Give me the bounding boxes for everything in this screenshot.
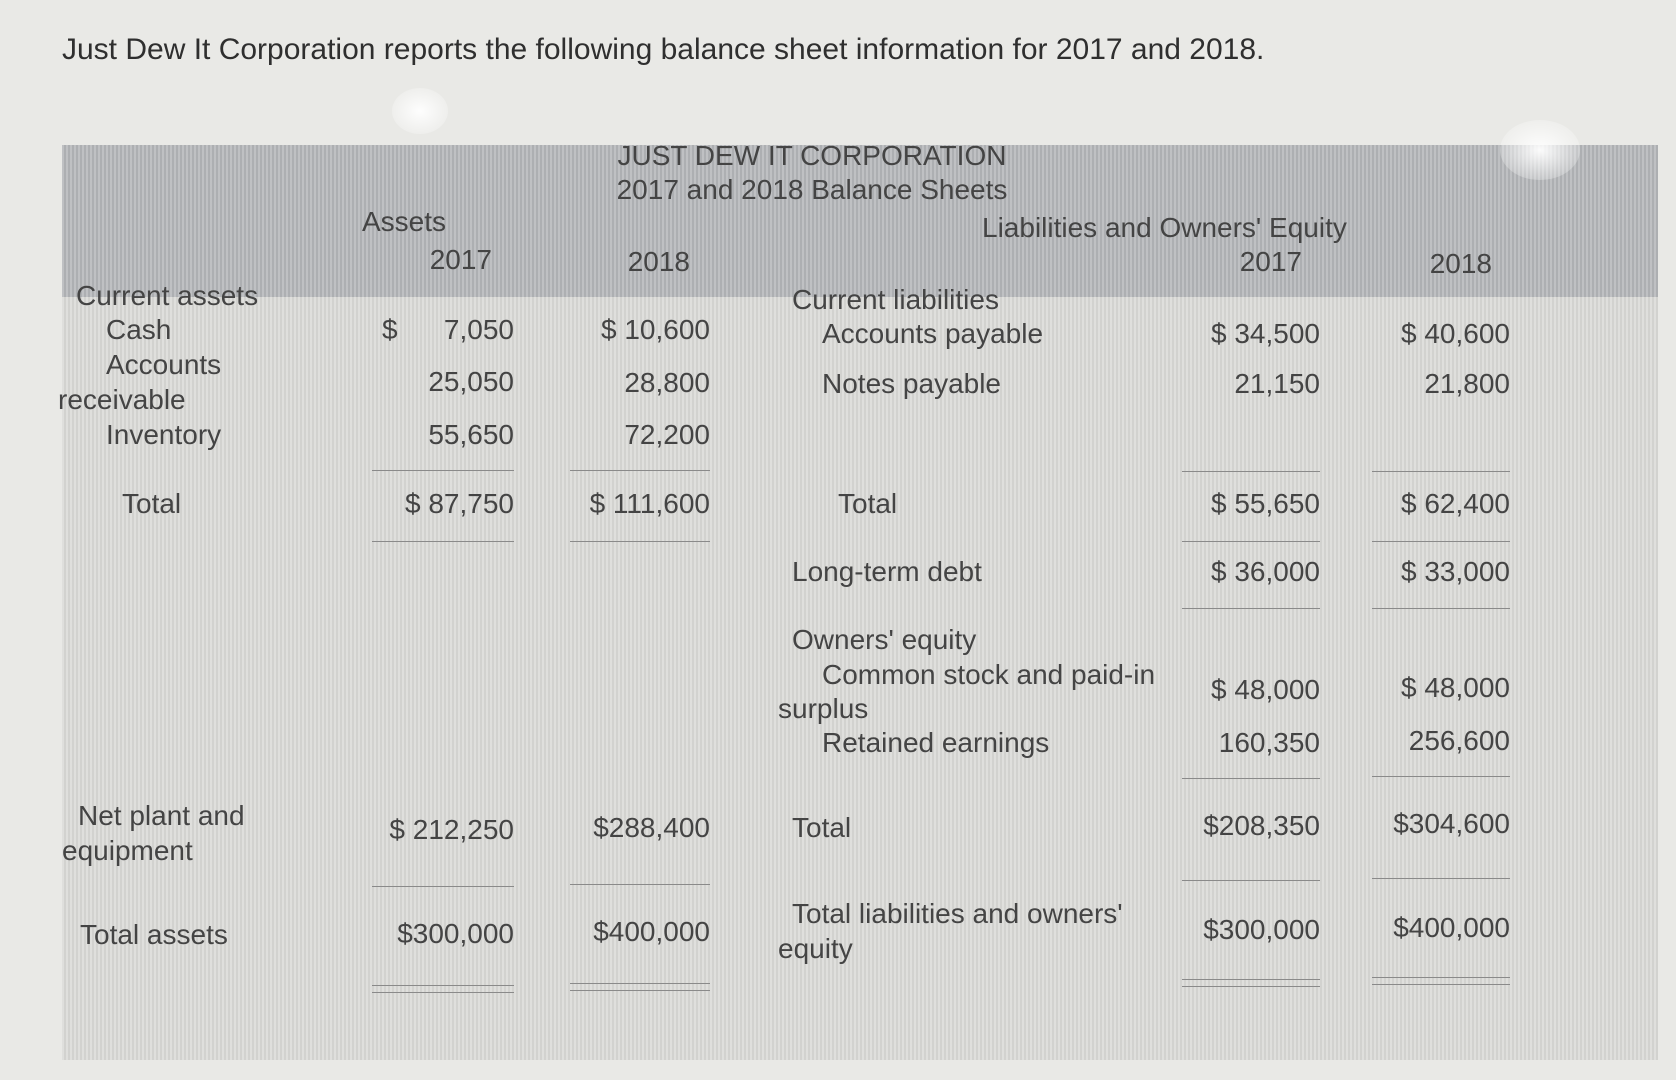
current-liabilities-total-2017: $ 55,650 xyxy=(1211,488,1320,519)
cash-2018: $ 10,600 xyxy=(601,314,710,345)
rule xyxy=(372,541,514,542)
current-liabilities-label: Current liabilities xyxy=(792,284,999,315)
current-liabilities-total-2018: $ 62,400 xyxy=(1401,488,1510,519)
total-le-2018: $400,000 xyxy=(1393,912,1510,943)
ltd-2017: $ 36,000 xyxy=(1211,556,1320,587)
total-le-label-1: Total liabilities and owners' xyxy=(792,898,1123,929)
ar-label-1: Accounts xyxy=(106,349,222,380)
double-rule xyxy=(1372,977,1510,985)
owners-equity-total-2018: $304,600 xyxy=(1393,808,1510,839)
rule xyxy=(1372,471,1510,472)
current-assets-total-2018: $ 111,600 xyxy=(589,488,710,519)
plant-label-2: equipment xyxy=(62,835,193,866)
rule xyxy=(1372,541,1510,542)
current-liabilities-total-label: Total xyxy=(838,488,898,519)
cash-2017: 7,050 xyxy=(443,314,514,345)
current-assets-label: Current assets xyxy=(76,280,259,311)
total-assets-2017: $300,000 xyxy=(397,918,514,949)
rule xyxy=(570,470,710,471)
ar-label-2: receivable xyxy=(58,384,186,415)
double-rule xyxy=(570,983,710,991)
liab-year-2017: 2017 xyxy=(1239,246,1302,277)
intro-text: Just Dew It Corporation reports the following balance sheet information for 2017 and 2018. xyxy=(62,33,1265,66)
total-le-label-2: equity xyxy=(778,933,853,964)
balance-sheet-table xyxy=(58,140,1658,1060)
liab-year-2018: 2018 xyxy=(1429,248,1492,279)
rule xyxy=(372,470,514,471)
plant-2017: $ 212,250 xyxy=(389,814,514,845)
assets-header: Assets xyxy=(362,206,447,237)
ap-2017: $ 34,500 xyxy=(1211,318,1320,349)
np-2018: 21,800 xyxy=(1424,368,1510,399)
liabilities-equity-header: Liabilities and Owners' Equity xyxy=(982,212,1347,243)
table-header xyxy=(62,140,1658,297)
rule xyxy=(1182,608,1320,609)
rule xyxy=(1372,878,1510,879)
rule xyxy=(570,884,710,885)
cash-label: Cash xyxy=(106,314,172,345)
ar-2018: 28,800 xyxy=(624,367,710,398)
current-assets-total-2017: $ 87,750 xyxy=(405,488,514,519)
rule xyxy=(372,886,514,887)
retained-earnings-label: Retained earnings xyxy=(822,727,1050,758)
total-le-2017: $300,000 xyxy=(1203,914,1320,945)
retained-earnings-2018: 256,600 xyxy=(1408,725,1510,756)
ltd-label: Long-term debt xyxy=(792,556,982,587)
common-stock-label-1: Common stock and paid-in xyxy=(822,659,1156,690)
ltd-2018: $ 33,000 xyxy=(1401,556,1510,587)
rule xyxy=(1182,778,1320,779)
screen-glare xyxy=(1500,120,1580,180)
plant-label-1: Net plant and xyxy=(78,800,245,831)
total-assets-2018: $400,000 xyxy=(593,916,710,947)
sheet-subtitle: 2017 and 2018 Balance Sheets xyxy=(616,174,1008,205)
inventory-2018: 72,200 xyxy=(624,419,710,450)
common-stock-2017: $ 48,000 xyxy=(1211,674,1320,705)
rule xyxy=(1372,608,1510,609)
assets-year-2018: 2018 xyxy=(627,246,690,277)
common-stock-2018: $ 48,000 xyxy=(1401,672,1510,703)
rule xyxy=(570,541,710,542)
double-rule xyxy=(1182,979,1320,987)
plant-2018: $288,400 xyxy=(593,812,710,843)
retained-earnings-2017: 160,350 xyxy=(1218,727,1320,758)
cash-dollar-2017: $ xyxy=(382,314,398,345)
owners-equity-label: Owners' equity xyxy=(792,624,977,655)
owners-equity-total-label: Total xyxy=(792,812,852,843)
np-2017: 21,150 xyxy=(1234,368,1320,399)
np-label: Notes payable xyxy=(822,368,1002,399)
ap-label: Accounts payable xyxy=(822,318,1044,349)
rule xyxy=(1182,880,1320,881)
double-rule xyxy=(372,985,514,993)
owners-equity-total-2017: $208,350 xyxy=(1203,810,1320,841)
inventory-label: Inventory xyxy=(106,419,222,450)
rule xyxy=(1182,471,1320,472)
screen-glare xyxy=(392,88,448,134)
ar-2017: 25,050 xyxy=(428,366,514,397)
inventory-2017: 55,650 xyxy=(428,419,514,450)
total-assets-label: Total assets xyxy=(80,919,228,950)
rule xyxy=(1182,541,1320,542)
rule xyxy=(1372,776,1510,777)
company-name: JUST DEW IT CORPORATION xyxy=(617,140,1007,171)
ap-2018: $ 40,600 xyxy=(1401,318,1510,349)
current-assets-total-label: Total xyxy=(122,488,182,519)
assets-year-2017: 2017 xyxy=(429,244,492,275)
common-stock-label-2: surplus xyxy=(778,693,869,724)
